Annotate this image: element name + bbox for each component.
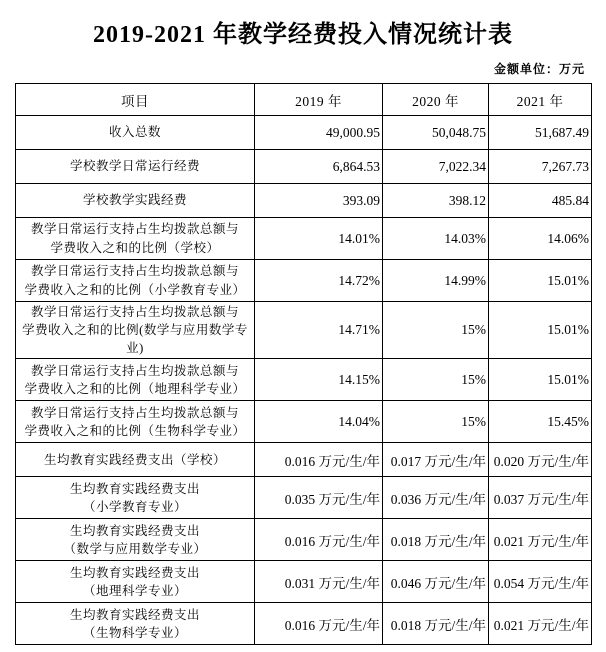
row-value-year-2021: 14.06% (489, 218, 592, 260)
row-item-label (16, 184, 255, 218)
row-item-line: 学校教学日常运行经费 (69, 159, 200, 174)
row-value-year-2020: 50,048.75 (383, 116, 489, 150)
row-item-line: 生均教育实践经费支出 (69, 565, 200, 580)
row-item-label (16, 603, 255, 645)
row-value-year-2020: 7,022.34 (383, 150, 489, 184)
row-value-year-2019: 393.09 (255, 184, 383, 218)
row-value-year-2019: 6,864.53 (255, 150, 383, 184)
table-header-row (16, 84, 592, 116)
table-row (16, 302, 592, 359)
row-value-year-2020: 15% (383, 401, 489, 443)
row-item-line: 学费收入之和的比例（学校） (50, 240, 220, 255)
row-value-year-2021: 15.01% (489, 260, 592, 302)
row-value-year-2020: 14.03% (383, 218, 489, 260)
table-row (16, 443, 592, 477)
row-item-label (16, 477, 255, 519)
row-value-year-2020: 14.99% (383, 260, 489, 302)
row-item-line: 生均教育实践经费支出（学校） (43, 452, 226, 467)
row-item-line: （小学教育专业） (82, 499, 187, 514)
row-item-line: 教学日常运行支持占生均拨款总额与 (30, 363, 239, 378)
table-row (16, 218, 592, 260)
row-value-year-2020: 0.018 万元/生/年 (383, 519, 489, 561)
row-item-line: 教学日常运行支持占生均拨款总额与 (30, 264, 239, 279)
row-value-year-2019: 0.016 万元/生/年 (255, 603, 383, 645)
row-value-year-2020: 0.036 万元/生/年 (383, 477, 489, 519)
row-value-year-2019: 14.04% (255, 401, 383, 443)
row-item-line: 生均教育实践经费支出 (69, 607, 200, 622)
row-value-year-2021: 0.021 万元/生/年 (489, 603, 592, 645)
table-row (16, 519, 592, 561)
table-row (16, 184, 592, 218)
row-item-line: （数学与应用数学专业） (63, 541, 207, 556)
table-row (16, 561, 592, 603)
row-value-year-2021: 485.84 (489, 184, 592, 218)
table-row (16, 477, 592, 519)
row-item-label (16, 116, 255, 150)
row-item-label (16, 260, 255, 302)
row-item-line: 学费收入之和的比例（生物科学专业） (24, 423, 246, 438)
row-value-year-2019: 0.035 万元/生/年 (255, 477, 383, 519)
row-value-year-2021: 51,687.49 (489, 116, 592, 150)
row-item-line: 学费收入之和的比例（小学教育专业） (24, 282, 246, 297)
row-item-line: （生物科学专业） (82, 625, 187, 640)
page-title: 2019-2021 年教学经费投入情况统计表 (93, 22, 513, 48)
row-value-year-2019: 0.016 万元/生/年 (255, 443, 383, 477)
row-value-year-2021: 0.020 万元/生/年 (489, 443, 592, 477)
row-item-line: （地理科学专业） (82, 583, 187, 598)
row-value-year-2021: 0.037 万元/生/年 (489, 477, 592, 519)
row-value-year-2019: 14.71% (255, 302, 383, 359)
row-value-year-2019: 0.016 万元/生/年 (255, 519, 383, 561)
table-row (16, 359, 592, 401)
row-item-label (16, 443, 255, 477)
row-item-line: 学费收入之和的比例（地理科学专业） (24, 381, 246, 396)
row-item-line: 教学日常运行支持占生均拨款总额与 (30, 405, 239, 420)
row-value-year-2019: 0.031 万元/生/年 (255, 561, 383, 603)
statistics-table (15, 83, 592, 645)
row-item-label (16, 519, 255, 561)
row-item-line: 生均教育实践经费支出 (69, 481, 200, 496)
table-row (16, 116, 592, 150)
unit-note: 金额单位：万元 (493, 62, 585, 76)
row-value-year-2019: 49,000.95 (255, 116, 383, 150)
row-value-year-2019: 14.15% (255, 359, 383, 401)
row-value-year-2021: 15.01% (489, 359, 592, 401)
row-value-year-2020: 0.018 万元/生/年 (383, 603, 489, 645)
row-item-line: 收入总数 (108, 125, 161, 140)
row-value-year-2021: 7,267.73 (489, 150, 592, 184)
row-item-label (16, 150, 255, 184)
row-item-label (16, 401, 255, 443)
row-item-label (16, 218, 255, 260)
row-value-year-2020: 15% (383, 359, 489, 401)
table-row (16, 401, 592, 443)
row-value-year-2020: 398.12 (383, 184, 489, 218)
row-item-label (16, 359, 255, 401)
row-item-label (16, 561, 255, 603)
row-value-year-2019: 14.72% (255, 260, 383, 302)
row-value-year-2019: 14.01% (255, 218, 383, 260)
row-value-year-2021: 0.054 万元/生/年 (489, 561, 592, 603)
table-row (16, 603, 592, 645)
row-item-line: 教学日常运行支持占生均拨款总额与 (30, 222, 239, 237)
column-header-2019: 2019 年 (255, 84, 383, 116)
column-header-2020: 2020 年 (383, 84, 489, 116)
row-item-line: 生均教育实践经费支出 (69, 523, 200, 538)
row-value-year-2020: 15% (383, 302, 489, 359)
row-item-line: 教学日常运行支持占生均拨款总额与 (30, 305, 239, 319)
column-header-2021: 2021 年 (489, 84, 592, 116)
row-value-year-2021: 15.45% (489, 401, 592, 443)
row-item-line: 学校教学实践经费 (82, 193, 187, 208)
table-body (16, 116, 592, 645)
row-item-label (16, 302, 255, 359)
column-header-item: 项目 (16, 84, 255, 116)
table-row (16, 260, 592, 302)
row-value-year-2020: 0.046 万元/生/年 (383, 561, 489, 603)
row-value-year-2020: 0.017 万元/生/年 (383, 443, 489, 477)
row-value-year-2021: 15.01% (489, 302, 592, 359)
row-value-year-2021: 0.021 万元/生/年 (489, 519, 592, 561)
table-row (16, 150, 592, 184)
row-item-line: 学费收入之和的比例(数学与应用数学专业) (22, 323, 248, 356)
